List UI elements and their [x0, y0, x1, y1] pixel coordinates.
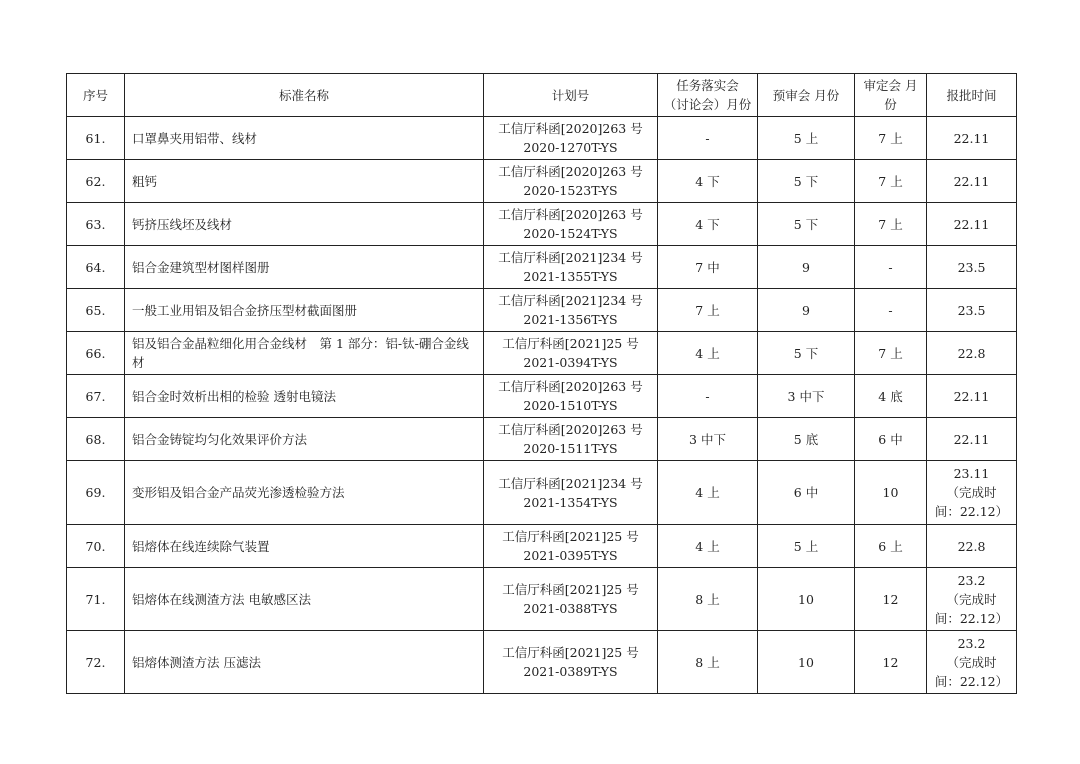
cell-name: 铝熔体测渣方法 压滤法 [125, 631, 484, 694]
header-name: 标准名称 [125, 74, 484, 117]
approve-note-2: 间：22.12） [934, 610, 1009, 626]
cell-prereview: 6 中 [758, 461, 855, 525]
cell-seq: 72. [67, 631, 125, 694]
cell-plan [484, 117, 658, 160]
header-review-meeting [855, 74, 927, 117]
header-task-line1: 任务落实会 [676, 78, 739, 93]
cell-name: 口罩鼻夹用铝带、线材 [125, 117, 484, 160]
header-review-line1: 审定会 [863, 78, 901, 93]
cell-review: 6 中 [855, 418, 927, 461]
cell-approve [927, 203, 1017, 246]
cell-task: 4 上 [658, 525, 758, 568]
plan-doc: 工信厅科函[2021]25 号 [502, 336, 639, 351]
plan-doc: 工信厅科函[2021]234 号 [498, 475, 643, 491]
cell-review: 7 上 [855, 203, 927, 246]
plan-doc: 工信厅科函[2020]263 号 [498, 422, 643, 437]
table-row [67, 203, 1017, 246]
approve-date: 22.8 [957, 345, 986, 361]
cell-seq: 62. [67, 160, 125, 203]
header-approve-time: 报批时间 [927, 74, 1017, 117]
plan-code: 2021-0389T-YS [523, 664, 618, 679]
cell-task: - [658, 117, 758, 160]
cell-plan [484, 568, 658, 631]
cell-review: - [855, 246, 927, 289]
cell-name: 一般工业用铝及铝合金挤压型材截面图册 [125, 289, 484, 332]
table-row [67, 461, 1017, 525]
cell-task: 4 下 [658, 203, 758, 246]
cell-seq: 65. [67, 289, 125, 332]
cell-approve [927, 525, 1017, 568]
cell-approve [927, 631, 1017, 694]
table-row [67, 246, 1017, 289]
cell-name: 铝熔体在线测渣方法 电敏感区法 [125, 568, 484, 631]
header-prereview-line2: 月份 [814, 87, 840, 103]
header-task-line2: （讨论会）月份 [663, 97, 752, 112]
cell-prereview: 10 [758, 631, 855, 694]
cell-plan [484, 203, 658, 246]
approve-note-1: （完成时 [946, 654, 997, 670]
cell-name: 铝合金铸锭均匀化效果评价方法 [125, 418, 484, 461]
approve-note-1: （完成时 [946, 485, 997, 500]
cell-seq: 69. [67, 461, 125, 525]
cell-plan [484, 160, 658, 203]
cell-task: 8 上 [658, 568, 758, 631]
cell-approve [927, 568, 1017, 631]
cell-task: 3 中下 [658, 418, 758, 461]
plan-doc: 工信厅科函[2021]234 号 [498, 293, 643, 308]
cell-plan [484, 289, 658, 332]
plan-doc: 工信厅科函[2021]25 号 [502, 645, 639, 660]
cell-prereview: 9 [758, 246, 855, 289]
cell-approve [927, 418, 1017, 461]
table-row [67, 631, 1017, 694]
cell-review: - [855, 289, 927, 332]
table-row [67, 289, 1017, 332]
cell-seq: 71. [67, 568, 125, 631]
cell-prereview: 5 下 [758, 203, 855, 246]
cell-prereview: 5 下 [758, 332, 855, 375]
cell-task: 7 上 [658, 289, 758, 332]
cell-name: 钙挤压线坯及线材 [125, 203, 484, 246]
cell-approve [927, 117, 1017, 160]
table-row [67, 418, 1017, 461]
approve-date: 22.11 [953, 431, 990, 447]
header-prereview-meeting [758, 74, 855, 117]
cell-prereview: 10 [758, 568, 855, 631]
table-row [67, 332, 1017, 375]
plan-doc: 工信厅科函[2021]25 号 [502, 529, 639, 544]
cell-approve [927, 289, 1017, 332]
cell-prereview: 3 中下 [758, 375, 855, 418]
header-review-line2: 月份 [884, 78, 918, 112]
table-row [67, 568, 1017, 631]
cell-plan [484, 332, 658, 375]
plan-code: 2021-0388T-YS [523, 601, 618, 616]
approve-date: 23.2 [957, 635, 986, 651]
cell-approve [927, 246, 1017, 289]
plan-code: 2020-1510T-YS [523, 398, 618, 413]
cell-plan [484, 375, 658, 418]
cell-seq: 66. [67, 332, 125, 375]
header-plan: 计划号 [484, 74, 658, 117]
plan-code: 2021-1355T-YS [523, 269, 618, 284]
cell-review: 12 [855, 631, 927, 694]
cell-name: 变形铝及铝合金产品荧光渗透检验方法 [125, 461, 484, 525]
cell-review: 10 [855, 461, 927, 525]
cell-prereview: 5 上 [758, 117, 855, 160]
plan-doc: 工信厅科函[2021]234 号 [498, 250, 643, 265]
plan-code: 2020-1523T-YS [523, 183, 618, 198]
plan-doc: 工信厅科函[2020]263 号 [498, 207, 643, 222]
plan-doc: 工信厅科函[2020]263 号 [498, 379, 643, 394]
plan-code: 2020-1524T-YS [523, 226, 618, 241]
cell-seq: 68. [67, 418, 125, 461]
cell-review: 7 上 [855, 332, 927, 375]
plan-doc: 工信厅科函[2021]25 号 [502, 582, 639, 597]
cell-name: 铝合金建筑型材图样图册 [125, 246, 484, 289]
cell-name: 铝熔体在线连续除气装置 [125, 525, 484, 568]
cell-seq: 67. [67, 375, 125, 418]
approve-date: 22.11 [953, 216, 990, 232]
cell-name: 粗钙 [125, 160, 484, 203]
plan-doc: 工信厅科函[2020]263 号 [498, 164, 643, 179]
cell-task: 4 下 [658, 160, 758, 203]
plan-code: 2021-1354T-YS [523, 494, 618, 510]
approve-note-2: 间：22.12） [934, 504, 1009, 519]
cell-seq: 64. [67, 246, 125, 289]
approve-date: 23.5 [957, 302, 986, 318]
cell-task: 4 上 [658, 461, 758, 525]
cell-seq: 70. [67, 525, 125, 568]
cell-name: 铝及铝合金晶粒细化用合金线材 第 1 部分：铝-钛-硼合金线材 [125, 332, 484, 375]
cell-approve [927, 332, 1017, 375]
approve-date: 23.11 [953, 466, 990, 481]
plan-doc: 工信厅科函[2020]263 号 [498, 121, 643, 136]
approve-date: 23.5 [957, 259, 986, 275]
table-row [67, 117, 1017, 160]
cell-seq: 63. [67, 203, 125, 246]
cell-name: 铝合金时效析出相的检验 透射电镜法 [125, 375, 484, 418]
cell-plan [484, 631, 658, 694]
cell-review: 4 底 [855, 375, 927, 418]
cell-seq: 61. [67, 117, 125, 160]
cell-plan [484, 525, 658, 568]
cell-approve [927, 375, 1017, 418]
cell-prereview: 5 底 [758, 418, 855, 461]
table-row [67, 375, 1017, 418]
standards-schedule-table [66, 73, 1017, 694]
approve-note-2: 间：22.12） [934, 673, 1009, 689]
approve-note-1: （完成时 [946, 591, 997, 607]
cell-task: 7 中 [658, 246, 758, 289]
plan-code: 2021-0394T-YS [523, 355, 618, 370]
cell-plan [484, 246, 658, 289]
cell-review: 6 上 [855, 525, 927, 568]
cell-task: 4 上 [658, 332, 758, 375]
plan-code: 2021-1356T-YS [523, 312, 618, 327]
table-row [67, 160, 1017, 203]
approve-date: 22.8 [957, 538, 986, 554]
header-seq: 序号 [67, 74, 125, 117]
approve-date: 22.11 [953, 388, 990, 404]
approve-date: 23.2 [957, 572, 986, 588]
cell-review: 7 上 [855, 117, 927, 160]
cell-prereview: 9 [758, 289, 855, 332]
header-prereview-line1: 预审会 [772, 87, 811, 103]
cell-task: - [658, 375, 758, 418]
cell-task: 8 上 [658, 631, 758, 694]
cell-approve [927, 160, 1017, 203]
header-task-meeting [658, 74, 758, 117]
cell-approve [927, 461, 1017, 525]
cell-plan [484, 461, 658, 525]
cell-prereview: 5 下 [758, 160, 855, 203]
plan-code: 2021-0395T-YS [523, 548, 618, 563]
plan-code: 2020-1511T-YS [523, 441, 618, 456]
cell-review: 12 [855, 568, 927, 631]
approve-date: 22.11 [953, 130, 990, 146]
plan-code: 2020-1270T-YS [523, 140, 618, 155]
table-row [67, 525, 1017, 568]
cell-prereview: 5 上 [758, 525, 855, 568]
cell-review: 7 上 [855, 160, 927, 203]
header-row [67, 74, 1017, 117]
cell-plan [484, 418, 658, 461]
approve-date: 22.11 [953, 173, 990, 189]
